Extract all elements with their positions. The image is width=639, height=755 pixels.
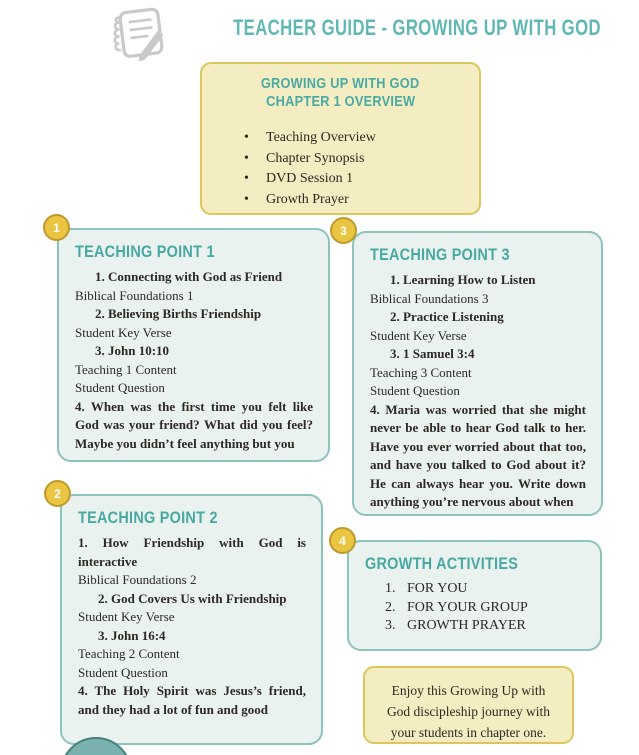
growth-activity-label: GROWTH PRAYER — [407, 618, 526, 633]
overview-title-line2: CHAPTER 1 OVERVIEW — [265, 94, 416, 110]
teaching-point-3-body — [370, 271, 586, 512]
growth-activities-box — [347, 540, 602, 651]
tp1-question: 4. When was the first time you felt like God was your friend? What did you feel? Maybe you didn’t feel anything but you — [75, 398, 313, 451]
tp2-line: 1. How Friendship with God is interactive — [78, 535, 306, 569]
tp2-line: Student Key Verse — [78, 609, 175, 624]
tp3-line: Teaching 3 Content — [370, 364, 472, 380]
tp2-line: Student Question — [78, 664, 168, 680]
growth-activity-item — [385, 617, 600, 636]
growth-activity-number: 3. — [385, 618, 396, 633]
closing-note-box — [363, 666, 574, 744]
overview-bullet: • Teaching Overview — [244, 128, 479, 149]
growth-activity-label: FOR YOUR GROUP — [407, 599, 528, 615]
tp2-line: 3. John 16:4 — [98, 627, 166, 643]
teaching-point-3-title: TEACHING POINT 3 — [370, 245, 510, 264]
closing-note-text: Enjoy this Growing Up with God discipleship journey with your students in chapter one. — [386, 683, 551, 740]
teaching-point-3-box — [352, 231, 603, 516]
tp3-line: 1. Learning How to Listen — [390, 272, 536, 287]
growth-activity-number: 1. — [385, 581, 396, 596]
growth-activities-title: GROWTH ACTIVITIES — [365, 554, 519, 573]
tp1-line: Biblical Foundations 1 — [75, 287, 194, 303]
page-title: TEACHER GUIDE - GROWING UP WITH GOD — [233, 15, 601, 40]
tp2-line: Teaching 2 Content — [78, 646, 180, 661]
tp2-question: 4. The Holy Spirit was Jesus’s friend, and they had a lot of fun and good — [78, 683, 306, 717]
teaching-point-2-title: TEACHING POINT 2 — [78, 508, 218, 527]
badge-2: 2 — [44, 480, 71, 507]
tp1-line: 3. John 10:10 — [95, 343, 170, 358]
tp3-question: 4. Maria was worried that she might never be able to hear God talk to her. Have you ever worried about that too, and have you talked to God about it? He can always hear you. Write down anything you’re nervous about when — [370, 401, 586, 509]
tp2-line: 2. God Covers Us with Friendship — [98, 590, 287, 606]
notepad-pencil-icon — [106, 5, 172, 61]
tp1-line: 2. Believing Births Friendship — [95, 306, 262, 321]
growth-activity-label: FOR YOU — [407, 581, 468, 596]
tp1-line: Student Question — [75, 380, 165, 395]
teaching-point-2-box — [60, 494, 323, 745]
overview-title — [202, 75, 479, 111]
growth-activities-list — [385, 580, 600, 636]
overview-bullet: • Growth Prayer — [244, 190, 479, 211]
tp1-line: 1. Connecting with God as Friend — [95, 269, 283, 284]
badge-3: 3 — [330, 217, 357, 244]
tp3-line: Student Question — [370, 383, 460, 398]
overview-bullet-list — [244, 128, 479, 210]
teaching-point-2-body — [78, 534, 306, 719]
teaching-point-1-box — [57, 228, 330, 462]
chapter-overview-box — [200, 62, 481, 215]
tp3-line: 3. 1 Samuel 3:4 — [390, 346, 475, 361]
overview-title-line1: GROWING UP WITH GOD — [261, 76, 420, 92]
growth-activity-item — [385, 580, 600, 599]
badge-4: 4 — [329, 527, 356, 554]
growth-activity-item — [385, 599, 600, 618]
overview-bullet: • Chapter Synopsis — [244, 149, 479, 170]
tp3-line: 2. Practice Listening — [390, 309, 504, 324]
teaching-point-1-body — [75, 268, 313, 453]
overview-bullet: • DVD Session 1 — [244, 169, 479, 190]
tp1-line: Teaching 1 Content — [75, 361, 177, 377]
teaching-point-1-title: TEACHING POINT 1 — [75, 242, 215, 261]
tp2-line: Biblical Foundations 2 — [78, 572, 197, 587]
badge-1: 1 — [43, 214, 70, 241]
tp1-line: Student Key Verse — [75, 324, 172, 340]
tp3-line: Student Key Verse — [370, 327, 467, 343]
tp3-line: Biblical Foundations 3 — [370, 290, 489, 306]
growth-activity-number: 2. — [385, 599, 396, 615]
